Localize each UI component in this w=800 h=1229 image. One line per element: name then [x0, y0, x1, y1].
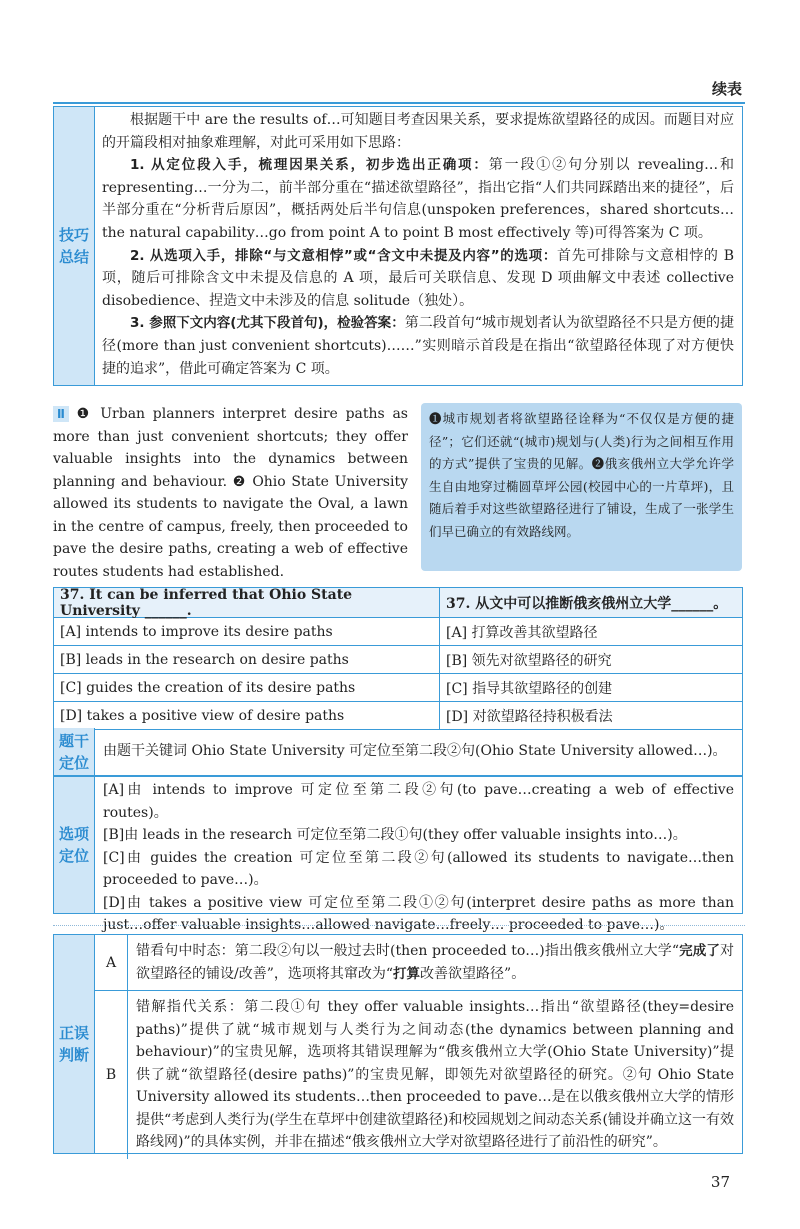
judge-letter-b: B — [95, 991, 128, 1159]
option-d-zh: [D] 对欲望路径持积极看法 — [446, 708, 613, 725]
option-locate-row — [53, 776, 743, 933]
option-row-b — [54, 646, 742, 674]
judge-label-cell — [54, 935, 95, 1153]
option-locate-c: [C]由 guides the creation 可定位至第二段②句(allowed its students to navigate…then proceeded to pave…)。 — [103, 849, 734, 888]
judge-row-b — [95, 991, 742, 1159]
judge-row-a — [95, 935, 742, 991]
judge-text-a-bold1: 完成了 — [679, 943, 720, 959]
question-stem-en: 37. It can be inferred that Ohio State University ______. — [54, 588, 440, 617]
page-number: 37 — [710, 1173, 730, 1191]
option-c-en: [C] guides the creation of its desire paths — [54, 674, 440, 701]
option-locate-b: [B]由 leads in the research 可定位至第二段①句(they offer valuable insights into…)。 — [103, 827, 687, 843]
tips-step-2 — [102, 245, 734, 313]
stem-locate-label-cell — [54, 728, 95, 775]
stem-locate-row — [53, 728, 743, 776]
tips-step-2-body: 首先可排除与文意相悖的 B 项，随后可排除含文中未提及信息的 A 项，最后可关联信息、发现 D 项曲解文中表述 collective disobedience、捏造文中未涉及的信息 solitude（独处）。 — [102, 247, 734, 309]
section-divider — [53, 925, 745, 926]
judge-text-a — [128, 935, 742, 990]
tips-step-1 — [102, 154, 734, 244]
passage-translation-box — [421, 403, 742, 571]
tips-step-3-title: 3. 参照下文内容(尤其下段首句)，检验答案： — [130, 315, 405, 332]
option-d-en: [D] takes a positive view of desire paths — [54, 702, 440, 729]
stem-locate-label: 题干定位 — [58, 731, 89, 772]
header-rule — [53, 102, 745, 104]
option-locate-d: [D]由 takes a positive view 可定位至第二段①②句(interpret desire paths as more than just…offer valuable insights…allowed navigate…freely… proceeded to pave…)。 — [103, 894, 734, 933]
option-row-c — [54, 674, 742, 702]
option-a-zh: [A] 打算改善其欲望路径 — [446, 624, 598, 641]
tips-step-1-title: 1. 从定位段入手，梳理因果关系，初步选出正确项： — [130, 157, 489, 174]
passage-translation: ❶城市规划者将欲望路径诠释为“不仅仅是方便的捷径”；它们还就“(城市)规划与(人类)行为之间相互作用的方式”提供了宝贵的见解。❷俄亥俄州立大学允许学生自由地穿过椭圆草坪公园(校园中心的一片草坪)，且随后着手对这些欲望路径进行了铺设，生成了一张学生们早已确立的有效路线网。 — [429, 411, 734, 539]
judge-table — [53, 934, 743, 1154]
option-a-en: [A] intends to improve its desire paths — [54, 618, 440, 645]
option-locate-label: 选项定位 — [58, 825, 89, 865]
question-table — [53, 587, 743, 730]
option-c-zh: [C] 指导其欲望路径的创建 — [446, 680, 613, 697]
paragraph-number-badge: Ⅱ — [53, 406, 69, 422]
tips-label-cell — [54, 107, 95, 385]
judge-text-a-pre: 错看句中时态：第二段②句以一般过去时(then proceeded to…)指出俄亥俄州立大学“ — [136, 943, 680, 959]
stem-locate-text: 由题干关键词 Ohio State University 可定位至第二段②句(Ohio State University allowed…)。 — [103, 743, 727, 760]
judge-text-a-post: 改善欲望路径”。 — [420, 965, 526, 982]
tips-intro: 根据题干中 are the results of…可知题目考查因果关系，要求提炼欲望路径的成因。而题目对应的开篇段相对抽象难理解，对此可采用如下思路： — [102, 112, 734, 151]
passage-paragraph — [53, 403, 408, 583]
option-locate-body — [95, 777, 742, 933]
question-stem-zh: 37. 从文中可以推断俄亥俄州立大学______。 — [446, 595, 728, 612]
judge-text-a-mid: 对欲望路径的铺设/改善”，选项将其窜改为“ — [136, 943, 734, 982]
judge-label: 正误判断 — [58, 1024, 89, 1064]
tips-label: 技巧总结 — [58, 226, 89, 266]
option-locate-a: [A]由 intends to improve 可定位至第二段②句(to pave…creating a web of effective routes)。 — [103, 782, 734, 821]
tips-content — [102, 109, 734, 380]
tips-box — [53, 106, 743, 386]
option-b-zh: [B] 领先对欲望路径的研究 — [446, 652, 612, 669]
passage-text: ❶ Urban planners interpret desire paths as more than just convenient shortcuts; they offer valuable insights into the dynamics between planning and behaviour. ❷ Ohio State University allowed its students to navigate the Oval, a lawn in the centre of campus, freely, then proceeded to pave the desire paths, creating a web of effective routes students had established. — [53, 406, 408, 580]
judge-letter-a: A — [95, 935, 128, 990]
tips-step-3-body: 第二段首句“城市规划者认为欲望路径不只是方便的捷径(more than just convenient shortcuts)……”实则暗示首段是在指出“欲望路径体现了对方便快捷的追求”，借此可确定答案为 C 项。 — [102, 315, 735, 377]
judge-text-b: 错解指代关系：第二段①句 they offer valuable insights…指出“欲望路径(they=desire paths)”提供了就“城市规划与人类行为之间动态(the dynamics between planning and behaviour)”的宝贵见解，选项将其错误理解为“俄亥俄州立大学(Ohio State University)”提供了就“欲望路径(desire paths)”的宝贵见解，即领先对欲望路径的研究。②句 Ohio State University allowed its students…then proceeded to pave…是在以俄亥俄州立大学的情形提供“考虑到人类行为(学生在草坪中创建欲望路径)和校园规划之间动态关系(铺设并确立这一有效路线网)”的具体实例，并非在描述“俄亥俄州立大学对欲望路径进行了前沿性的研究”。 — [136, 999, 734, 1150]
option-b-en: [B] leads in the research on desire paths — [54, 646, 440, 673]
judge-rows — [95, 935, 742, 1153]
option-row-d — [54, 702, 742, 729]
tips-step-3 — [102, 312, 734, 380]
tips-step-2-title: 2. 从选项入手，排除“与文意相悖”或“含文中未提及内容”的选项： — [130, 247, 558, 264]
continued-label: 续表 — [711, 80, 742, 98]
question-stem-row — [54, 588, 742, 618]
option-row-a — [54, 618, 742, 646]
option-locate-label-cell — [54, 777, 95, 913]
tips-step-1-body: 第一段①②句分别以 revealing…和 representing…一分为二，前半部分重在“描述欲望路径”，指出它指“人们共同踩踏出来的捷径”，后半部分重在“分析背后原因”，概括两处后半句信息(unspoken preferences，shared shortcuts…the natural capability…go from point A to point B most effectively 等)可得答案为 C 项。 — [102, 157, 734, 241]
judge-text-a-bold2: 打算 — [393, 965, 421, 982]
